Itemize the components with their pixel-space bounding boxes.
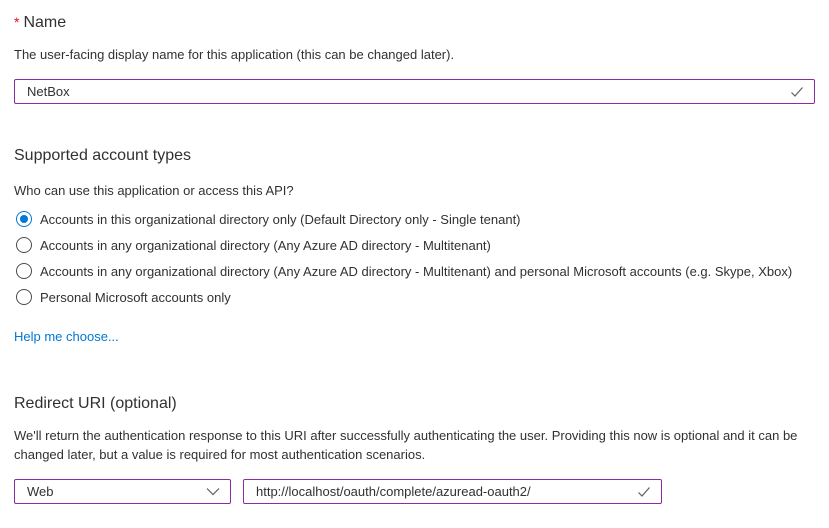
app-registration-form: [0, 12, 829, 528]
radio-button-icon: [16, 237, 32, 253]
redirect-uri-value: http://localhost/oauth/complete/azuread-oauth2/: [256, 484, 531, 499]
platform-select[interactable]: [14, 479, 231, 504]
name-input-value: NetBox: [27, 84, 70, 99]
help-me-choose-link[interactable]: Help me choose...: [14, 329, 119, 344]
platform-select-value: Web: [27, 484, 54, 499]
account-types-radio-group: [16, 206, 815, 310]
required-asterisk: *: [14, 14, 20, 30]
radio-button-icon: [16, 211, 32, 227]
radio-button-icon: [16, 289, 32, 305]
name-label-text: Name: [23, 14, 67, 31]
radio-option-single-tenant[interactable]: [16, 206, 815, 232]
radio-option-multitenant-personal[interactable]: [16, 258, 815, 284]
account-types-question: Who can use this application or access this API?: [14, 183, 294, 198]
redirect-uri-input[interactable]: [243, 479, 662, 504]
name-field-description: The user-facing display name for this application (this can be changed later).: [14, 47, 455, 62]
radio-option-label: Accounts in any organizational directory (Any Azure AD directory - Multitenant) and personal Microsoft accounts (e.g. Skype, Xbox): [40, 263, 793, 279]
checkmark-icon: [790, 86, 804, 98]
checkmark-icon: [637, 486, 651, 498]
redirect-uri-heading: Redirect URI (optional): [14, 395, 177, 412]
radio-button-icon: [16, 263, 32, 279]
name-field-label: [14, 12, 815, 33]
redirect-uri-description: We'll return the authentication response to this URI after successfully authenticating the user. Providing this now is optional and it can be changed later, but a value is required for most authentication scenarios.: [14, 428, 798, 462]
radio-option-label: Accounts in this organizational directory only (Default Directory only - Single tenant): [40, 211, 521, 227]
radio-option-label: Personal Microsoft accounts only: [40, 289, 231, 305]
name-input[interactable]: [14, 79, 815, 104]
redirect-uri-row: [14, 479, 815, 504]
radio-option-personal-only[interactable]: [16, 284, 815, 310]
supported-account-types-heading: Supported account types: [14, 147, 192, 164]
radio-option-multitenant[interactable]: [16, 232, 815, 258]
radio-option-label: Accounts in any organizational directory (Any Azure AD directory - Multitenant): [40, 237, 491, 253]
chevron-down-icon: [206, 487, 220, 496]
